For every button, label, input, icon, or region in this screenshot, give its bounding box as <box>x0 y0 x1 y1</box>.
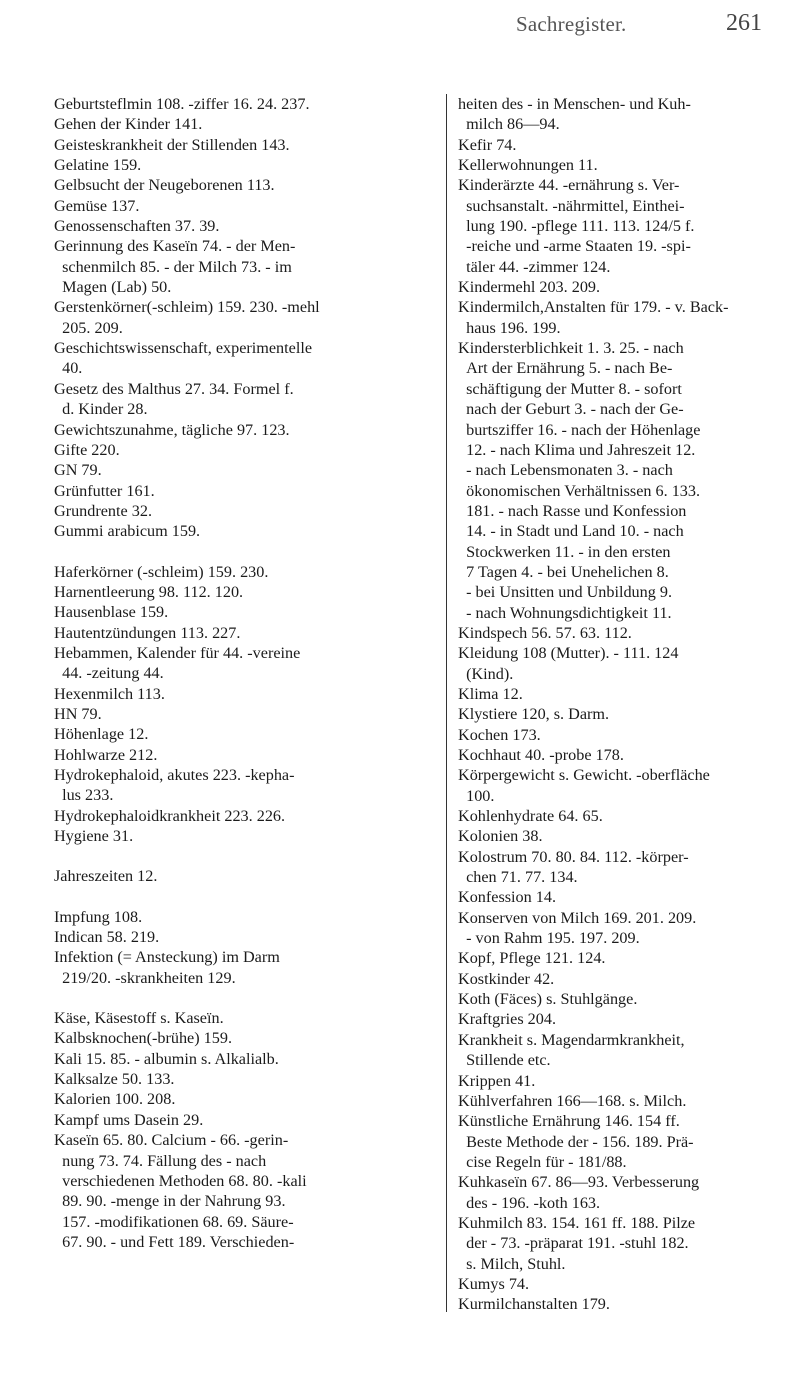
index-entry: Kuhkaseïn 67. 86—93. Verbesserung des - 196. -koth 163. <box>458 1173 700 1212</box>
index-entry: Höhenlage 12. <box>54 725 149 744</box>
index-column-left <box>54 94 431 1252</box>
index-entry: Jahreszeiten 12. <box>54 867 158 886</box>
index-entry: Kindermehl 203. 209. <box>458 278 601 297</box>
index-entry: Hautentzündungen 113. 227. <box>54 623 241 642</box>
index-entry: Infektion (= Ansteckung) im Darm 219/20. -skrankheiten 129. <box>54 948 280 987</box>
index-entry: Hebammen, Kalender für 44. -vereine 44. -zeitung 44. <box>54 643 301 683</box>
index-entry: Kampf ums Dasein 29. <box>54 1110 204 1129</box>
index-entry: Kohlenhydrate 64. 65. <box>458 807 603 826</box>
index-entry: Krankheit s. Magendarmkrankheit, Stillende etc. <box>458 1030 685 1070</box>
index-entry: Kalksalze 50. 133. <box>54 1070 175 1089</box>
index-entry: Gemüse 137. <box>54 196 140 215</box>
index-entry: Kuhmilch 83. 154. 161 ff. 188. Pilze der - 73. -präparat 191. -stuhl 182. s. Milch, Stuhl. <box>458 1213 696 1273</box>
index-entry: Gummi arabicum 159. <box>54 522 201 541</box>
index-entry: Grünfutter 161. <box>54 481 155 500</box>
index-entry: heiten des - in Menschen- und Kuh- milch 86—94. <box>458 95 691 134</box>
index-entry: Konserven von Milch 169. 201. 209. - von Rahm 195. 197. 209. <box>458 908 697 948</box>
index-entry: Hausenblase 159. <box>54 603 169 622</box>
running-title: Sachregister. <box>516 12 627 36</box>
index-entry: Gewichtszunahme, tägliche 97. 123. <box>54 420 290 439</box>
index-entry: Kindermilch,Anstalten für 179. - v. Back- haus 196. 199. <box>458 298 729 337</box>
index-entry: Kinderärzte 44. -ernährung s. Ver- suchsanstalt. -nährmittel, Einthei- lung 190. -pflege 111. 113. 124/5 f. -reiche und -arme Staaten 19. -spi- täler 44. -zimmer 124. <box>458 176 695 276</box>
column-divider <box>446 94 447 1312</box>
index-entry: Geisteskrankheit der Stillenden 143. <box>54 135 290 154</box>
index-entry: Kolonien 38. <box>458 827 543 846</box>
index-entry: Impfung 108. <box>54 907 143 926</box>
index-entry: Gifte 220. <box>54 440 120 459</box>
index-entry: Gelatine 159. <box>54 156 142 175</box>
index-entry: Gehen der Kinder 141. <box>54 115 203 134</box>
index-entry: Hygiene 31. <box>54 827 134 846</box>
page-number: 261 <box>726 10 762 36</box>
index-column-right <box>458 94 788 1315</box>
index-entry: Kumys 74. <box>458 1274 530 1293</box>
index-entry: Kindersterblichkeit 1. 3. 25. - nach Art der Ernährung 5. - nach Be- schäftigung der Mutter 8. - sofort nach der Geburt 3. - nach der Ge- burtsziffer 16. - nach der Höhenlage 12. - nach Klima und Jahreszeit 12. - nach Lebensmonaten 3. - nach ökonomischen Verhältnissen 6. 133. 181. - nach Rasse und Konfession 14. - in Stadt und Land 10. - nach Stockwerken 11. - in den ersten 7 Tagen 4. - bei Unehelichen 8. - bei Unsitten und Unbildung 9. - nach Wohnungsdichtigkeit 11. <box>458 339 701 622</box>
index-entry: Kochen 173. <box>458 725 541 744</box>
index-entry: Kefir 74. <box>458 135 517 154</box>
index-entry: Käse, Käsestoff s. Kaseïn. <box>54 1009 224 1028</box>
index-entry: Kühlverfahren 166—168. s. Milch. <box>458 1091 687 1110</box>
index-entry: Krippen 41. <box>458 1071 536 1090</box>
index-entry: Harnentleerung 98. 112. 120. <box>54 582 244 601</box>
index-entry: Kellerwohnungen 11. <box>458 156 598 175</box>
index-entry: Kindspech 56. 57. 63. 112. <box>458 623 632 642</box>
page-header <box>0 12 800 42</box>
index-entry: Klima 12. <box>458 684 523 703</box>
index-entry: Gesetz des Malthus 27. 34. Formel f. d. Kinder 28. <box>54 379 294 419</box>
index-entry: Hydrokephaloid, akutes 223. -kepha- lus 233. <box>54 766 295 805</box>
index-entry: Kolostrum 70. 80. 84. 112. -körper- chen 71. 77. 134. <box>458 847 689 887</box>
index-entry: Hohlwarze 212. <box>54 745 158 764</box>
index-entry: GN 79. <box>54 461 102 480</box>
index-entry: Klystiere 120, s. Darm. <box>458 705 610 724</box>
index-entry: Gelbsucht der Neugeborenen 113. <box>54 176 275 195</box>
index-entry: Kali 15. 85. - albumin s. Alkalialb. <box>54 1049 279 1068</box>
index-entry: Kochhaut 40. -probe 178. <box>458 746 624 764</box>
index-entry: Kraftgries 204. <box>458 1010 556 1029</box>
index-entry: Kostkinder 42. <box>458 969 555 988</box>
index-entry: Haferkörner (-schleim) 159. 230. <box>54 562 269 581</box>
index-entry: Gerinnung des Kaseïn 74. - der Men- schenmilch 85. - der Milch 73. - im Magen (Lab) 50. <box>54 237 296 297</box>
index-entry: Gerstenkörner(-schleim) 159. 230. -mehl 205. 209. <box>54 298 320 337</box>
index-entry: Kleidung 108 (Mutter). - 111. 124 (Kind). <box>458 644 679 683</box>
index-entry: Grundrente 32. <box>54 501 152 520</box>
index-entry: Kurmilchanstalten 179. <box>458 1295 610 1314</box>
index-entry: Geschichtswissenschaft, experimentelle 40. <box>54 339 313 378</box>
index-entry: Geburtsteflmin 108. -ziffer 16. 24. 237. <box>54 95 310 113</box>
index-entry: Konfession 14. <box>458 888 557 907</box>
index-entry: Hexenmilch 113. <box>54 684 165 703</box>
index-entry: Kaseïn 65. 80. Calcium - 66. -gerin- nung 73. 74. Fällung des - nach verschiedenen Methoden 68. 80. -kali 89. 90. -menge in der Nahrung 93. 157. -modifikationen 68. 69. Säure- 67. 90. - und Fett 189. Verschieden- <box>54 1131 307 1251</box>
index-entry: Künstliche Ernährung 146. 154 ff. Beste Methode der - 156. 189. Prä- cise Regeln für - 181/88. <box>458 1112 694 1171</box>
index-entry: Koth (Fäces) s. Stuhlgänge. <box>458 990 638 1009</box>
section-gap <box>54 542 431 562</box>
index-entry: Kopf, Pflege 121. 124. <box>458 949 606 968</box>
index-entry: Kalbsknochen(-brühe) 159. <box>54 1029 233 1048</box>
index-entry: HN 79. <box>54 704 102 723</box>
index-entry: Kalorien 100. 208. <box>54 1090 176 1109</box>
section-gap <box>54 887 431 907</box>
index-entry: Hydrokephaloidkrankheit 223. 226. <box>54 806 286 825</box>
index-entry: Genossenschaften 37. 39. <box>54 217 220 236</box>
index-entry: Körpergewicht s. Gewicht. -oberfläche 100. <box>458 766 710 805</box>
index-entry: Indican 58. 219. <box>54 928 160 947</box>
section-gap <box>54 988 431 1008</box>
section-gap <box>54 846 431 866</box>
